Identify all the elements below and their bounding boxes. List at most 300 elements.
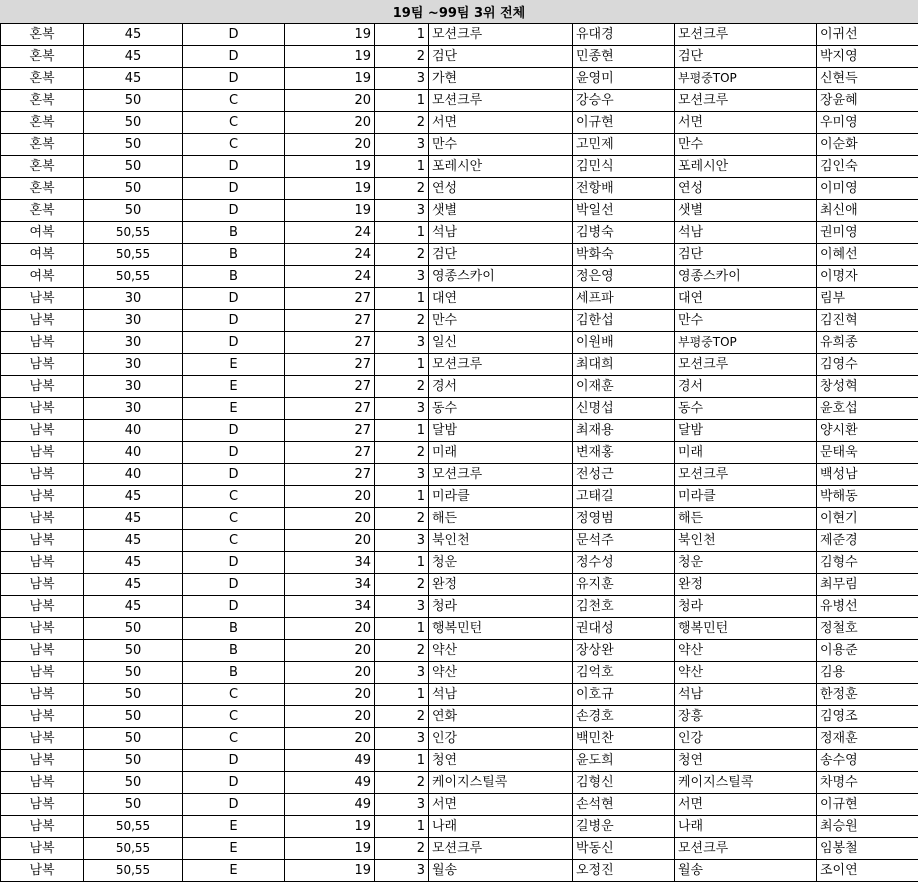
category-cell: 남복 (1, 574, 84, 596)
player2-club-cell: 약산 (675, 662, 817, 684)
club-cell: 샛별 (429, 200, 573, 222)
grade-cell: D (183, 794, 285, 816)
player2-cell: 송수영 (817, 750, 918, 772)
rank-cell: 3 (375, 266, 429, 288)
player2-club-cell: 월송 (675, 860, 817, 882)
category-cell: 남복 (1, 508, 84, 530)
table-row (1, 552, 918, 574)
player2-club-cell: 만수 (675, 310, 817, 332)
team-count-cell: 27 (285, 398, 375, 420)
category-cell: 여복 (1, 266, 84, 288)
player2-club-cell: 석남 (675, 222, 817, 244)
player2-club-cell: 장흥 (675, 706, 817, 728)
table-row (1, 706, 918, 728)
table-row (1, 420, 918, 442)
team-count-cell: 27 (285, 442, 375, 464)
player2-club-cell: 대연 (675, 288, 817, 310)
club-cell: 영종스카이 (429, 266, 573, 288)
rank-cell: 1 (375, 618, 429, 640)
player2-club-cell: 모션크루 (675, 90, 817, 112)
grade-cell: D (183, 288, 285, 310)
age-cell: 50 (84, 200, 183, 222)
club-cell: 검단 (429, 244, 573, 266)
team-count-cell: 34 (285, 552, 375, 574)
category-cell: 남복 (1, 420, 84, 442)
grade-cell: B (183, 244, 285, 266)
category-cell: 남복 (1, 464, 84, 486)
player2-cell: 차명수 (817, 772, 918, 794)
rank-cell: 1 (375, 90, 429, 112)
club-cell: 동수 (429, 398, 573, 420)
age-cell: 30 (84, 398, 183, 420)
table-row (1, 332, 918, 354)
category-cell: 남복 (1, 596, 84, 618)
player2-cell: 유희종 (817, 332, 918, 354)
club-cell: 청연 (429, 750, 573, 772)
table-row (1, 90, 918, 112)
age-cell: 45 (84, 486, 183, 508)
player2-cell: 이명자 (817, 266, 918, 288)
category-cell: 혼복 (1, 112, 84, 134)
player1-cell: 박화숙 (573, 244, 675, 266)
age-cell: 50,55 (84, 266, 183, 288)
rank-cell: 1 (375, 24, 429, 46)
age-cell: 50 (84, 728, 183, 750)
category-cell: 남복 (1, 772, 84, 794)
team-count-cell: 27 (285, 332, 375, 354)
club-cell: 행복민턴 (429, 618, 573, 640)
age-cell: 50 (84, 662, 183, 684)
table-row (1, 464, 918, 486)
team-count-cell: 19 (285, 68, 375, 90)
age-cell: 45 (84, 530, 183, 552)
player2-club-cell: 북인천 (675, 530, 817, 552)
club-cell: 완정 (429, 574, 573, 596)
player1-cell: 신명섭 (573, 398, 675, 420)
club-cell: 달밤 (429, 420, 573, 442)
player2-club-cell: 행복민턴 (675, 618, 817, 640)
player1-cell: 고태길 (573, 486, 675, 508)
club-cell: 모션크루 (429, 838, 573, 860)
player1-cell: 민종현 (573, 46, 675, 68)
player2-cell: 신현득 (817, 68, 918, 90)
rank-cell: 3 (375, 464, 429, 486)
category-cell: 남복 (1, 794, 84, 816)
rank-cell: 2 (375, 772, 429, 794)
player1-cell: 강승우 (573, 90, 675, 112)
rank-cell: 2 (375, 46, 429, 68)
team-count-cell: 27 (285, 376, 375, 398)
age-cell: 45 (84, 596, 183, 618)
category-cell: 남복 (1, 684, 84, 706)
rank-cell: 2 (375, 442, 429, 464)
player2-club-cell: 석남 (675, 684, 817, 706)
player2-cell: 제준경 (817, 530, 918, 552)
player1-cell: 길병운 (573, 816, 675, 838)
age-cell: 45 (84, 24, 183, 46)
grade-cell: D (183, 46, 285, 68)
category-cell: 혼복 (1, 200, 84, 222)
rank-cell: 1 (375, 420, 429, 442)
team-count-cell: 20 (285, 706, 375, 728)
category-cell: 남복 (1, 354, 84, 376)
player1-cell: 김병숙 (573, 222, 675, 244)
player2-club-cell: 해든 (675, 508, 817, 530)
player2-club-cell: 서면 (675, 112, 817, 134)
category-cell: 혼복 (1, 46, 84, 68)
category-cell: 혼복 (1, 156, 84, 178)
rank-cell: 1 (375, 486, 429, 508)
grade-cell: E (183, 860, 285, 882)
player1-cell: 백민찬 (573, 728, 675, 750)
club-cell: 약산 (429, 662, 573, 684)
team-count-cell: 19 (285, 178, 375, 200)
team-count-cell: 20 (285, 618, 375, 640)
grade-cell: B (183, 618, 285, 640)
rank-cell: 2 (375, 376, 429, 398)
age-cell: 50 (84, 684, 183, 706)
age-cell: 45 (84, 68, 183, 90)
rank-cell: 2 (375, 178, 429, 200)
grade-cell: E (183, 354, 285, 376)
category-cell: 남복 (1, 750, 84, 772)
player2-cell: 이현기 (817, 508, 918, 530)
grade-cell: C (183, 530, 285, 552)
player2-cell: 임봉철 (817, 838, 918, 860)
age-cell: 45 (84, 508, 183, 530)
table-row (1, 68, 918, 90)
player1-cell: 최재용 (573, 420, 675, 442)
club-cell: 서면 (429, 112, 573, 134)
results-table (0, 24, 918, 882)
table-row (1, 684, 918, 706)
club-cell: 석남 (429, 684, 573, 706)
team-count-cell: 24 (285, 222, 375, 244)
rank-cell: 3 (375, 398, 429, 420)
club-cell: 약산 (429, 640, 573, 662)
team-count-cell: 20 (285, 90, 375, 112)
player2-club-cell: 모션크루 (675, 354, 817, 376)
grade-cell: D (183, 750, 285, 772)
player1-cell: 김한섭 (573, 310, 675, 332)
club-cell: 연화 (429, 706, 573, 728)
club-cell: 모션크루 (429, 464, 573, 486)
player1-cell: 고민제 (573, 134, 675, 156)
category-cell: 남복 (1, 332, 84, 354)
table-row (1, 574, 918, 596)
grade-cell: E (183, 398, 285, 420)
grade-cell: E (183, 376, 285, 398)
player2-club-cell: 모션크루 (675, 24, 817, 46)
rank-cell: 2 (375, 706, 429, 728)
player1-cell: 박동신 (573, 838, 675, 860)
category-cell: 여복 (1, 244, 84, 266)
category-cell: 남복 (1, 530, 84, 552)
player2-club-cell: 동수 (675, 398, 817, 420)
player2-club-cell: 샛별 (675, 200, 817, 222)
player1-cell: 김억호 (573, 662, 675, 684)
club-cell: 연성 (429, 178, 573, 200)
club-cell: 모션크루 (429, 90, 573, 112)
table-row (1, 244, 918, 266)
category-cell: 혼복 (1, 24, 84, 46)
player2-club-cell: 나래 (675, 816, 817, 838)
rank-cell: 3 (375, 860, 429, 882)
team-count-cell: 20 (285, 662, 375, 684)
player2-club-cell: 부평중TOP (675, 332, 817, 354)
player1-cell: 윤도희 (573, 750, 675, 772)
player1-cell: 이원배 (573, 332, 675, 354)
category-cell: 남복 (1, 860, 84, 882)
player1-cell: 유지훈 (573, 574, 675, 596)
club-cell: 미래 (429, 442, 573, 464)
team-count-cell: 20 (285, 530, 375, 552)
player2-cell: 백성남 (817, 464, 918, 486)
category-cell: 남복 (1, 310, 84, 332)
club-cell: 만수 (429, 134, 573, 156)
rank-cell: 2 (375, 640, 429, 662)
club-cell: 월송 (429, 860, 573, 882)
team-count-cell: 20 (285, 508, 375, 530)
team-count-cell: 19 (285, 24, 375, 46)
player1-cell: 변재홍 (573, 442, 675, 464)
team-count-cell: 24 (285, 266, 375, 288)
grade-cell: C (183, 508, 285, 530)
age-cell: 50 (84, 112, 183, 134)
club-cell: 모션크루 (429, 24, 573, 46)
table-row (1, 222, 918, 244)
team-count-cell: 20 (285, 640, 375, 662)
rank-cell: 1 (375, 222, 429, 244)
team-count-cell: 19 (285, 838, 375, 860)
table-row (1, 46, 918, 68)
age-cell: 45 (84, 46, 183, 68)
age-cell: 50 (84, 90, 183, 112)
team-count-cell: 20 (285, 728, 375, 750)
player2-club-cell: 인강 (675, 728, 817, 750)
club-cell: 청라 (429, 596, 573, 618)
age-cell: 40 (84, 442, 183, 464)
age-cell: 45 (84, 574, 183, 596)
table-row (1, 156, 918, 178)
age-cell: 30 (84, 288, 183, 310)
player2-club-cell: 만수 (675, 134, 817, 156)
age-cell: 50,55 (84, 860, 183, 882)
rank-cell: 1 (375, 288, 429, 310)
table-row (1, 662, 918, 684)
player2-cell: 권미영 (817, 222, 918, 244)
player2-cell: 정철호 (817, 618, 918, 640)
player2-cell: 우미영 (817, 112, 918, 134)
grade-cell: C (183, 728, 285, 750)
player2-cell: 최신애 (817, 200, 918, 222)
category-cell: 남복 (1, 640, 84, 662)
grade-cell: C (183, 112, 285, 134)
team-count-cell: 27 (285, 288, 375, 310)
table-row (1, 178, 918, 200)
player2-club-cell: 청라 (675, 596, 817, 618)
player1-cell: 최대희 (573, 354, 675, 376)
player2-club-cell: 영종스카이 (675, 266, 817, 288)
rank-cell: 2 (375, 574, 429, 596)
rank-cell: 3 (375, 200, 429, 222)
category-cell: 혼복 (1, 178, 84, 200)
player1-cell: 박일선 (573, 200, 675, 222)
club-cell: 청운 (429, 552, 573, 574)
player1-cell: 이호규 (573, 684, 675, 706)
grade-cell: D (183, 420, 285, 442)
category-cell: 여복 (1, 222, 84, 244)
grade-cell: E (183, 816, 285, 838)
player2-club-cell: 모션크루 (675, 464, 817, 486)
age-cell: 50 (84, 640, 183, 662)
rank-cell: 1 (375, 156, 429, 178)
grade-cell: D (183, 464, 285, 486)
grade-cell: C (183, 486, 285, 508)
sheet-title: 19팀 ~99팀 3위 전체 (0, 0, 918, 24)
player2-cell: 문태욱 (817, 442, 918, 464)
age-cell: 50,55 (84, 838, 183, 860)
team-count-cell: 19 (285, 46, 375, 68)
age-cell: 30 (84, 376, 183, 398)
table-row (1, 376, 918, 398)
age-cell: 50 (84, 618, 183, 640)
grade-cell: E (183, 838, 285, 860)
grade-cell: D (183, 24, 285, 46)
team-count-cell: 27 (285, 420, 375, 442)
table-row (1, 310, 918, 332)
team-count-cell: 49 (285, 772, 375, 794)
team-count-cell: 27 (285, 354, 375, 376)
player1-cell: 전항배 (573, 178, 675, 200)
table-row (1, 266, 918, 288)
club-cell: 서면 (429, 794, 573, 816)
table-row (1, 750, 918, 772)
club-cell: 포레시안 (429, 156, 573, 178)
age-cell: 50 (84, 794, 183, 816)
team-count-cell: 49 (285, 794, 375, 816)
category-cell: 혼복 (1, 90, 84, 112)
club-cell: 모션크루 (429, 354, 573, 376)
player2-cell: 이순화 (817, 134, 918, 156)
grade-cell: B (183, 222, 285, 244)
player2-cell: 정재훈 (817, 728, 918, 750)
grade-cell: C (183, 134, 285, 156)
team-count-cell: 19 (285, 156, 375, 178)
club-cell: 북인천 (429, 530, 573, 552)
player2-club-cell: 케이지스틸콕 (675, 772, 817, 794)
age-cell: 30 (84, 310, 183, 332)
player2-club-cell: 포레시안 (675, 156, 817, 178)
player2-club-cell: 미라클 (675, 486, 817, 508)
table-row (1, 486, 918, 508)
team-count-cell: 34 (285, 596, 375, 618)
grade-cell: B (183, 640, 285, 662)
player2-cell: 김진혁 (817, 310, 918, 332)
age-cell: 50,55 (84, 222, 183, 244)
player2-club-cell: 청연 (675, 750, 817, 772)
grade-cell: D (183, 310, 285, 332)
grade-cell: D (183, 332, 285, 354)
club-cell: 케이지스틸콕 (429, 772, 573, 794)
team-count-cell: 27 (285, 464, 375, 486)
player2-cell: 김인숙 (817, 156, 918, 178)
player1-cell: 이규현 (573, 112, 675, 134)
rank-cell: 3 (375, 332, 429, 354)
category-cell: 남복 (1, 376, 84, 398)
table-row (1, 838, 918, 860)
grade-cell: D (183, 552, 285, 574)
team-count-cell: 19 (285, 200, 375, 222)
table-row (1, 112, 918, 134)
player2-cell: 박해동 (817, 486, 918, 508)
player2-cell: 장윤혜 (817, 90, 918, 112)
category-cell: 남복 (1, 288, 84, 310)
category-cell: 남복 (1, 706, 84, 728)
table-row (1, 816, 918, 838)
rank-cell: 3 (375, 662, 429, 684)
category-cell: 남복 (1, 662, 84, 684)
rank-cell: 1 (375, 354, 429, 376)
table-row (1, 794, 918, 816)
player2-cell: 이용준 (817, 640, 918, 662)
table-row (1, 442, 918, 464)
player2-cell: 박지영 (817, 46, 918, 68)
age-cell: 40 (84, 420, 183, 442)
table-row (1, 24, 918, 46)
club-cell: 미라클 (429, 486, 573, 508)
rank-cell: 2 (375, 310, 429, 332)
player2-club-cell: 부평중TOP (675, 68, 817, 90)
player2-cell: 조이연 (817, 860, 918, 882)
player1-cell: 정영범 (573, 508, 675, 530)
player2-cell: 윤호섭 (817, 398, 918, 420)
team-count-cell: 24 (285, 244, 375, 266)
team-count-cell: 20 (285, 486, 375, 508)
age-cell: 40 (84, 464, 183, 486)
team-count-cell: 20 (285, 134, 375, 156)
table-row (1, 618, 918, 640)
player2-cell: 이규현 (817, 794, 918, 816)
grade-cell: B (183, 662, 285, 684)
rank-cell: 3 (375, 794, 429, 816)
player2-cell: 김형수 (817, 552, 918, 574)
rank-cell: 3 (375, 530, 429, 552)
player2-club-cell: 서면 (675, 794, 817, 816)
grade-cell: D (183, 772, 285, 794)
player2-club-cell: 모션크루 (675, 838, 817, 860)
table-row (1, 530, 918, 552)
category-cell: 남복 (1, 552, 84, 574)
player1-cell: 문석주 (573, 530, 675, 552)
table-row (1, 640, 918, 662)
team-count-cell: 19 (285, 860, 375, 882)
player2-cell: 이혜선 (817, 244, 918, 266)
rank-cell: 1 (375, 552, 429, 574)
rank-cell: 3 (375, 596, 429, 618)
category-cell: 남복 (1, 486, 84, 508)
club-cell: 해든 (429, 508, 573, 530)
player2-club-cell: 미래 (675, 442, 817, 464)
team-count-cell: 19 (285, 816, 375, 838)
player2-club-cell: 달밤 (675, 420, 817, 442)
category-cell: 남복 (1, 618, 84, 640)
club-cell: 경서 (429, 376, 573, 398)
rank-cell: 1 (375, 750, 429, 772)
rank-cell: 3 (375, 68, 429, 90)
table-row (1, 200, 918, 222)
table-row (1, 596, 918, 618)
